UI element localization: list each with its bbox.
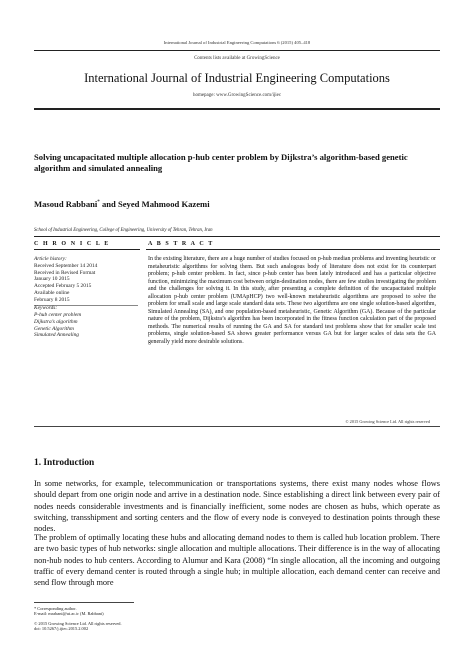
article-info bbox=[34, 256, 138, 339]
abstract-copyright: © 2015 Growing Science Ltd. All rights reserved bbox=[345, 419, 430, 424]
footnote-line: * Corresponding author. bbox=[34, 606, 77, 611]
paper-title: Solving uncapacitated multiple allocation p-hub center problem by Dijkstra’s algorithm-based genetic algorithm and simulated annealing bbox=[34, 152, 408, 173]
abstract-heading: A B S T R A C T bbox=[148, 241, 214, 247]
footnote-rule bbox=[34, 602, 134, 603]
corresponding-mark: * bbox=[97, 200, 100, 206]
keyword: Genetic Algorithm bbox=[34, 325, 74, 332]
journal-homepage: homepage: www.GrowingScience.com/ijiec bbox=[192, 93, 282, 98]
footnote-doi: doi: 10.5267/j.ijiec.2015.2.002 bbox=[34, 626, 89, 632]
author-1: Masoud Rabbani bbox=[34, 199, 98, 209]
author-2: and Seyed Mahmood Kazemi bbox=[99, 199, 210, 209]
journal-title: International Journal of Industrial Engineering Computations bbox=[84, 71, 390, 85]
history-line: Received in Revised Format bbox=[34, 269, 96, 276]
header-rule bbox=[34, 50, 440, 51]
history-line: Received September 14 2014 bbox=[34, 262, 98, 269]
history-line: January 10 2015 bbox=[34, 276, 70, 283]
history-line: Available online bbox=[34, 289, 70, 296]
section-heading: 1. Introduction bbox=[34, 458, 95, 468]
keyword: P-hub center problem bbox=[34, 311, 82, 318]
abstract-text: In the existing literature, there are a huge number of studies focused on p-hub median problems and inventing heuristic or metaheuristic algorithms for solving them. But such analogous body of literature does not exist for its counterpart problem; p-hub center problem. In fact, since p-hub center has been lately introduced and has a particular objective function, minimizing the maximum cost between origin-destination nodes, there are few studies investigating the problem and the challenges for solving it. In this study, after presenting a complete definition of the uncapacitated multiple allocation p-hub center problem (UMApHCP) two well-known metaheuristic algorithms are proposed to solve the problem for small scale and large scale standard data sets. These two algorithms are one single solution-based algorithm, Simulated Annealing (SA), and one population-based metaheuristic, Genetic Algorithm (GA). Because of the particular nature of the problem, Dijkstra’s algorithm has been incorporated in the fitness function calculation part of the proposed methods. The numerical results of running the GA and SA for standard test problems show that for smaller scale test problems, single solution-based SA shows greater performance versus GA but for larger scales of data sets the GA generally yield more desirable solutions. bbox=[148, 256, 436, 346]
history-label: Article history: bbox=[34, 256, 67, 262]
history-line: Accepted February 5 2015 bbox=[34, 283, 92, 290]
affiliation: School of Industrial Engineering, College of Engineering, University of Tehran, Tehran, Iran bbox=[34, 228, 213, 233]
masthead-rule bbox=[34, 108, 440, 110]
footnote-corresponding bbox=[34, 606, 104, 617]
authors bbox=[34, 199, 210, 209]
history-line: February 8 2015 bbox=[34, 296, 70, 303]
footnote-line: © 2015 Growing Science Ltd. All rights reserved. bbox=[34, 621, 122, 626]
keyword: Dijkstra’s algorithm bbox=[34, 318, 78, 325]
body-paragraph: The problem of optimally locating these hubs and allocating demand nodes to them is called hub location problem. There are two basic types of hub networks: single allocation and multiple allocations. Their difference is in the way of allocating non-hub nodes to hub centers. According to Alumur and Kara (2008) “In single allocation, all the incoming and outgoing traffic of every demand center is routed through a single hub; in multiple allocation, each demand center can receive and send flow through more bbox=[34, 533, 440, 588]
affiliation-rule bbox=[34, 236, 440, 237]
abstract-bottom-rule bbox=[34, 426, 440, 427]
body-paragraph: In some networks, for example, telecommunication or transportations systems, there exist many nodes whose flows should depart from one origin node and arrive in a destination node. Since establishing a direct link between every pair of nodes needs considerable investments and is financially inefficient, some nodes are chosen as hubs, which operate as switching, transshipment and sorting centers and the flow of every node is conveyed to destination points through these nodes. bbox=[34, 479, 440, 534]
keywords-label: Keywords: bbox=[34, 305, 58, 312]
abstract-rule bbox=[146, 249, 440, 250]
chronicle-heading: C H R O N I C L E bbox=[34, 241, 110, 247]
footnote-copyright bbox=[34, 621, 122, 632]
keyword: Simulated Annealing bbox=[34, 332, 79, 339]
running-header: International Journal of Industrial Engineering Computations 6 (2015) 405–418 bbox=[163, 40, 311, 45]
chronicle-rule bbox=[34, 249, 140, 250]
contents-line: Contents lists available at GrowingScience bbox=[194, 56, 280, 61]
footnote-email: E-mail: mrabani@ut.ac.ir (M. Rabbani) bbox=[34, 611, 104, 617]
